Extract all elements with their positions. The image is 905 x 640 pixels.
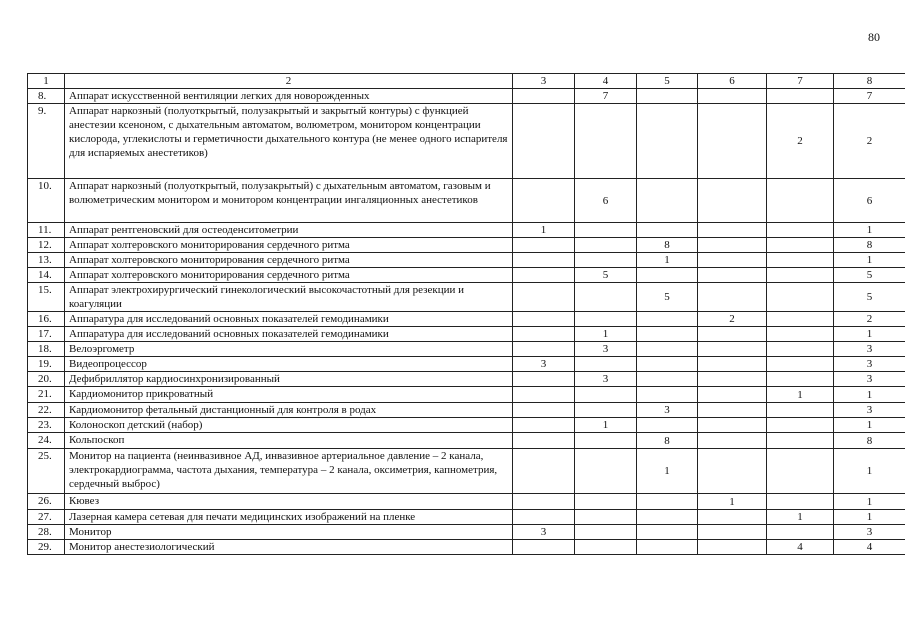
col-4-value: 7 — [575, 89, 637, 104]
col-3-value — [513, 403, 575, 418]
col-4-value — [575, 238, 637, 253]
row-number: 28. — [28, 525, 65, 540]
row-number: 26. — [28, 494, 65, 510]
col-5-value: 8 — [637, 433, 698, 449]
col-6-value — [698, 525, 767, 540]
col-4-value — [575, 449, 637, 494]
col-7-value — [767, 312, 834, 327]
col-8-total: 1 — [834, 253, 905, 268]
col-4-value: 6 — [575, 179, 637, 223]
col-7-value — [767, 403, 834, 418]
col-4-value — [575, 357, 637, 372]
col-7-value — [767, 357, 834, 372]
row-number: 24. — [28, 433, 65, 449]
col-5-value — [637, 525, 698, 540]
table-row — [28, 104, 905, 179]
row-number: 8. — [28, 89, 65, 104]
col-4-value — [575, 433, 637, 449]
col-5-value — [637, 540, 698, 555]
col-8-total: 8 — [834, 433, 905, 449]
col-6-value — [698, 418, 767, 433]
col-4-value: 3 — [575, 342, 637, 357]
col-7-value: 1 — [767, 387, 834, 403]
table-row — [28, 372, 905, 387]
col-6-value — [698, 342, 767, 357]
row-number: 25. — [28, 449, 65, 494]
col-4-value — [575, 494, 637, 510]
col-4-value — [575, 387, 637, 403]
col-7-value — [767, 372, 834, 387]
table-row — [28, 223, 905, 238]
table-row — [28, 268, 905, 283]
row-number: 12. — [28, 238, 65, 253]
col-6-value — [698, 510, 767, 525]
col-6-value — [698, 253, 767, 268]
col-4-value — [575, 283, 637, 312]
col-7-value — [767, 418, 834, 433]
table-row — [28, 449, 905, 494]
row-number: 20. — [28, 372, 65, 387]
col-7-value — [767, 223, 834, 238]
col-7-value — [767, 238, 834, 253]
equipment-name: Аппаратура для исследований основных показателей гемодинамики — [65, 312, 513, 327]
equipment-name: Аппарат электрохирургический гинекологический высокочастотный для резекции и коагуляции — [65, 283, 513, 312]
col-6-value — [698, 104, 767, 179]
col-6-value: 2 — [698, 312, 767, 327]
column-header-8: 8 — [834, 74, 905, 89]
col-6-value — [698, 283, 767, 312]
col-8-total: 1 — [834, 387, 905, 403]
equipment-name: Видеопроцессор — [65, 357, 513, 372]
table-row — [28, 494, 905, 510]
col-3-value — [513, 494, 575, 510]
col-8-total: 1 — [834, 418, 905, 433]
row-number: 11. — [28, 223, 65, 238]
table-row — [28, 540, 905, 555]
col-3-value — [513, 312, 575, 327]
row-number: 16. — [28, 312, 65, 327]
col-5-value — [637, 268, 698, 283]
col-3-value: 3 — [513, 525, 575, 540]
col-7-value — [767, 342, 834, 357]
col-8-total: 3 — [834, 403, 905, 418]
row-number: 19. — [28, 357, 65, 372]
equipment-name: Монитор — [65, 525, 513, 540]
col-7-value — [767, 179, 834, 223]
equipment-name: Монитор анестезиологический — [65, 540, 513, 555]
row-number: 29. — [28, 540, 65, 555]
table-row — [28, 253, 905, 268]
col-3-value — [513, 418, 575, 433]
column-header-2: 2 — [65, 74, 513, 89]
col-4-value — [575, 223, 637, 238]
row-number: 18. — [28, 342, 65, 357]
col-8-total: 8 — [834, 238, 905, 253]
col-5-value — [637, 342, 698, 357]
equipment-name: Колоноскоп детский (набор) — [65, 418, 513, 433]
equipment-name: Велоэргометр — [65, 342, 513, 357]
col-5-value: 3 — [637, 403, 698, 418]
column-header-5: 5 — [637, 74, 698, 89]
col-7-value — [767, 433, 834, 449]
col-5-value — [637, 327, 698, 342]
col-6-value — [698, 238, 767, 253]
equipment-name: Кардиомонитор фетальный дистанционный для контроля в родах — [65, 403, 513, 418]
table-row — [28, 387, 905, 403]
col-4-value — [575, 312, 637, 327]
col-8-total: 5 — [834, 268, 905, 283]
col-7-value: 4 — [767, 540, 834, 555]
page-number: 80 — [868, 30, 880, 44]
column-header-6: 6 — [698, 74, 767, 89]
row-number: 9. — [28, 104, 65, 179]
col-4-value: 3 — [575, 372, 637, 387]
col-3-value — [513, 449, 575, 494]
col-6-value — [698, 179, 767, 223]
col-3-value — [513, 104, 575, 179]
col-5-value: 5 — [637, 283, 698, 312]
col-3-value — [513, 179, 575, 223]
col-3-value — [513, 342, 575, 357]
equipment-name: Аппарат холтеровского мониторирования сердечного ритма — [65, 238, 513, 253]
col-3-value: 1 — [513, 223, 575, 238]
col-8-total: 1 — [834, 449, 905, 494]
col-3-value — [513, 372, 575, 387]
col-5-value — [637, 418, 698, 433]
col-6-value — [698, 387, 767, 403]
col-3-value — [513, 238, 575, 253]
equipment-name: Аппарат холтеровского мониторирования сердечного ритма — [65, 253, 513, 268]
row-number: 22. — [28, 403, 65, 418]
col-6-value — [698, 372, 767, 387]
col-5-value: 1 — [637, 253, 698, 268]
equipment-name: Лазерная камера сетевая для печати медицинских изображений на пленке — [65, 510, 513, 525]
table-header-row — [28, 74, 905, 89]
col-8-total: 3 — [834, 525, 905, 540]
col-7-value — [767, 327, 834, 342]
col-3-value — [513, 283, 575, 312]
table-row — [28, 179, 905, 223]
table-row — [28, 342, 905, 357]
equipment-name: Аппарат наркозный (полуоткрытый, полузакрытый) с дыхательным автоматом, газовым и волюметрическим монитором и монитором концентрации ингаляционных анестетиков — [65, 179, 513, 223]
col-5-value: 8 — [637, 238, 698, 253]
equipment-table — [27, 73, 905, 555]
table-row — [28, 312, 905, 327]
col-4-value: 1 — [575, 327, 637, 342]
col-6-value — [698, 403, 767, 418]
col-6-value — [698, 268, 767, 283]
col-8-total: 1 — [834, 494, 905, 510]
col-6-value — [698, 540, 767, 555]
table-row — [28, 418, 905, 433]
column-header-4: 4 — [575, 74, 637, 89]
col-3-value — [513, 253, 575, 268]
col-4-value — [575, 253, 637, 268]
col-8-total: 3 — [834, 372, 905, 387]
col-3-value — [513, 433, 575, 449]
col-4-value — [575, 104, 637, 179]
col-5-value — [637, 312, 698, 327]
col-3-value — [513, 387, 575, 403]
row-number: 17. — [28, 327, 65, 342]
column-header-3: 3 — [513, 74, 575, 89]
row-number: 23. — [28, 418, 65, 433]
equipment-name: Аппарат наркозный (полуоткрытый, полузакрытый и закрытый контуры) с функцией анестезии ксеноном, с дыхательным автоматом, волюметром, монитором концентрации кислорода, углекислоты и герметичности дыхательного контура (не менее одного испарителя для испаряемых анестетиков) — [65, 104, 513, 179]
equipment-name: Аппарат холтеровского мониторирования сердечного ритма — [65, 268, 513, 283]
col-4-value — [575, 510, 637, 525]
equipment-name: Аппарат рентгеновский для остеоденситометрии — [65, 223, 513, 238]
col-3-value — [513, 268, 575, 283]
col-8-total: 2 — [834, 312, 905, 327]
table-row — [28, 238, 905, 253]
col-3-value — [513, 540, 575, 555]
col-7-value — [767, 449, 834, 494]
table-row — [28, 433, 905, 449]
col-8-total: 3 — [834, 357, 905, 372]
column-header-7: 7 — [767, 74, 834, 89]
row-number: 14. — [28, 268, 65, 283]
equipment-name: Кювез — [65, 494, 513, 510]
col-7-value — [767, 268, 834, 283]
table-row — [28, 327, 905, 342]
col-7-value — [767, 253, 834, 268]
col-6-value — [698, 449, 767, 494]
column-header-1: 1 — [28, 74, 65, 89]
row-number: 15. — [28, 283, 65, 312]
col-5-value — [637, 89, 698, 104]
col-6-value — [698, 433, 767, 449]
col-5-value — [637, 494, 698, 510]
col-7-value: 2 — [767, 104, 834, 179]
table-row — [28, 283, 905, 312]
col-8-total: 2 — [834, 104, 905, 179]
equipment-name: Аппарат искусственной вентиляции легких для новорожденных — [65, 89, 513, 104]
col-5-value: 1 — [637, 449, 698, 494]
col-5-value — [637, 179, 698, 223]
col-4-value — [575, 540, 637, 555]
equipment-name: Дефибриллятор кардиосинхронизированный — [65, 372, 513, 387]
table-row — [28, 403, 905, 418]
col-6-value: 1 — [698, 494, 767, 510]
col-3-value — [513, 89, 575, 104]
col-4-value: 1 — [575, 418, 637, 433]
col-5-value — [637, 372, 698, 387]
row-number: 21. — [28, 387, 65, 403]
row-number: 27. — [28, 510, 65, 525]
col-5-value — [637, 387, 698, 403]
col-8-total: 1 — [834, 223, 905, 238]
col-3-value — [513, 327, 575, 342]
col-6-value — [698, 357, 767, 372]
col-6-value — [698, 223, 767, 238]
col-8-total: 7 — [834, 89, 905, 104]
col-7-value — [767, 283, 834, 312]
equipment-name: Монитор на пациента (неинвазивное АД, инвазивное артериальное давление – 2 канала, электрокардиограмма, частота дыхания, температура – 2 канала, оксиметрия, капнометрия, сердечный выброс) — [65, 449, 513, 494]
col-8-total: 6 — [834, 179, 905, 223]
table-row — [28, 89, 905, 104]
col-7-value — [767, 494, 834, 510]
table-row — [28, 525, 905, 540]
col-5-value — [637, 357, 698, 372]
col-8-total: 3 — [834, 342, 905, 357]
col-4-value: 5 — [575, 268, 637, 283]
col-7-value — [767, 89, 834, 104]
col-6-value — [698, 89, 767, 104]
table-row — [28, 510, 905, 525]
col-3-value — [513, 510, 575, 525]
col-5-value — [637, 223, 698, 238]
col-7-value — [767, 525, 834, 540]
col-5-value — [637, 104, 698, 179]
col-8-total: 1 — [834, 510, 905, 525]
col-3-value: 3 — [513, 357, 575, 372]
equipment-name: Аппаратура для исследований основных показателей гемодинамики — [65, 327, 513, 342]
col-8-total: 1 — [834, 327, 905, 342]
col-8-total: 4 — [834, 540, 905, 555]
table-row — [28, 357, 905, 372]
col-4-value — [575, 403, 637, 418]
row-number: 13. — [28, 253, 65, 268]
row-number: 10. — [28, 179, 65, 223]
col-6-value — [698, 327, 767, 342]
col-5-value — [637, 510, 698, 525]
col-4-value — [575, 525, 637, 540]
equipment-name: Кольпоскоп — [65, 433, 513, 449]
col-7-value: 1 — [767, 510, 834, 525]
col-8-total: 5 — [834, 283, 905, 312]
equipment-name: Кардиомонитор прикроватный — [65, 387, 513, 403]
